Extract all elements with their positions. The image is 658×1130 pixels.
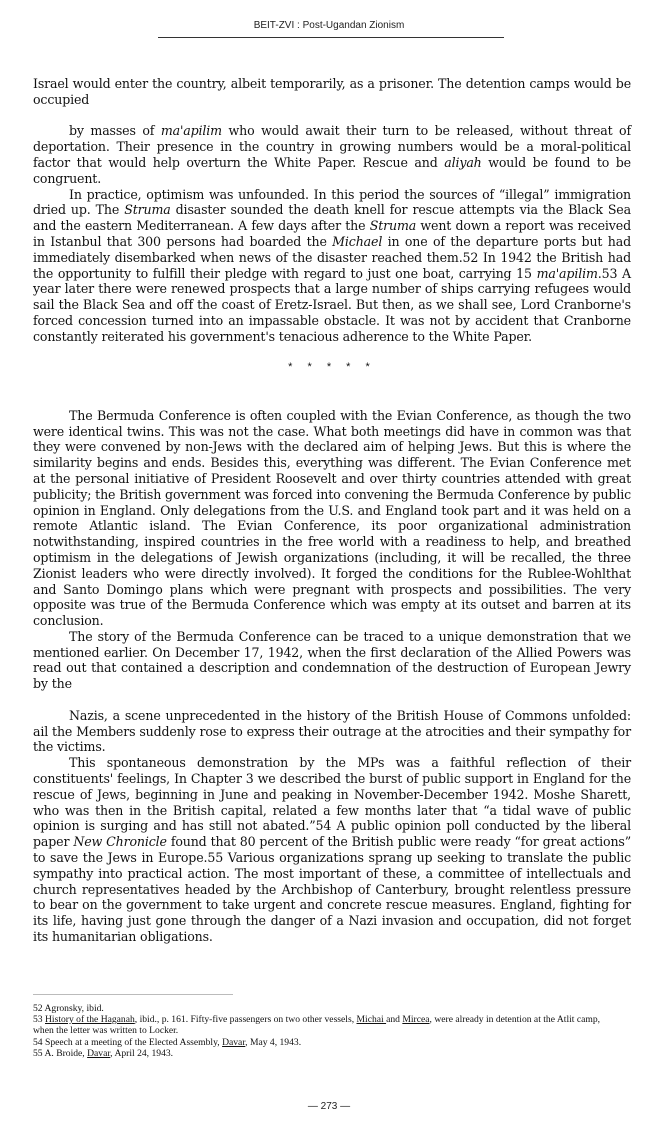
footnotes bbox=[33, 1003, 613, 1059]
text-run: This spontaneous demonstration by the MPs was a faithful reflection of their constituents' feelings, In Chapter 3 we described the burst of public support in England for the rescue of Jews, beginning in June and peaking in November-December 1942. Moshe Sharett, who was then in the British capital, related a few months later that “a tidal wave of public opinion is surging and has still not abated.”54 A public opinion poll conducted by the liberal paper bbox=[33, 755, 631, 850]
body-text bbox=[33, 76, 631, 945]
footnote-number: 53 bbox=[33, 1014, 45, 1026]
text-run: , were already in detention at the Atlit camp, when the letter was written to Locker. bbox=[33, 1014, 601, 1037]
source-title: Davar bbox=[222, 1036, 246, 1048]
spacer bbox=[33, 692, 631, 708]
text-run: , May 4, 1943. bbox=[245, 1036, 302, 1048]
section-separator: * * * * * bbox=[288, 361, 376, 374]
source-title: Davar bbox=[87, 1047, 111, 1059]
paragraph: The Bermuda Conference is often coupled with the Evian Conference, as though the two were identical twins. This was not the case. What both meetings did have in common was that they were convened by non-Jews with the declared aim of helping Jews. But this is where the similarity begins and ends. Besides this, everything was different. The Evian Conference met at the personal initiative of President Roosevelt and over thirty countries attended with great publicity; the British government was forced into convening the Bermuda Conference by public opinion in England. Only delegations from the U.S. and England took part and it was held on a remote Atlantic island. The Evian Conference, its poor organizational administration notwithstanding, inspired countries in the free world with a readiness to help, and breathed optimism in the delegations of Jewish organizations (including, it will be recalled, the three Zionist leaders who were directly involved). It forged the conditions for the Rublee-Wohlthat and Santo Domingo plans which were pregnant with prospects and possibilities. The very opposite was true of the Bermuda Conference which was empty at its outset and barren at its conclusion. bbox=[33, 407, 631, 629]
text-run: In practice, optimism was unfounded. In this period the sources of “illegal” immigration dried up. The bbox=[33, 186, 631, 218]
text-run: disaster sounded the death knell for rescue attempts via the Black Sea and the eastern Mediterranean. A few days after the bbox=[33, 202, 631, 234]
text-run: who would await their turn to be released, without threat of deportation. Their presence in the country in growing numbers would be a moral-political factor that would help overturn the White Paper. Rescue and bbox=[33, 123, 631, 170]
spacer bbox=[33, 376, 631, 392]
text-run: 54 Speech at a meeting of the Elected Assembly, bbox=[33, 1036, 223, 1048]
footnote-54 bbox=[33, 1037, 613, 1048]
text-run: found that 80 percent of the British public were ready “for great actions” to save the Jews in Europe.55 Various organizations sprang up seeking to translate the public sympathy into practical action. The most important of these, a committee of intellectuals and church representatives headed by the Archbishop of Canterbury, brought relentless pressure to bear on the government to take urgent and concrete rescue measures. England, fighting for its life, having just gone through the danger of a Nazi invasion and occupation, did not forget its humanitarian obligations. bbox=[33, 834, 632, 945]
italic-ship-name: Struma bbox=[124, 202, 171, 218]
paragraph: Nazis, a scene unprecedented in the history of the British House of Commons unfolded: ail the Members suddenly rose to express their outrage at the atrocities and their sympathy for the victims. bbox=[33, 707, 631, 755]
italic-ship-name: Michael bbox=[332, 233, 383, 249]
paragraph: The story of the Bermuda Conference can be traced to a unique demonstration that we mentioned earlier. On December 17, 1942, when the first declaration of the Allied Powers was read out that contained a description and condemnation of the destruction of European Jewry by the bbox=[33, 628, 631, 692]
footnote-55 bbox=[33, 1048, 613, 1059]
spacer bbox=[33, 392, 631, 408]
italic-ship-name: Struma bbox=[369, 218, 417, 234]
text-run: .53 A year later there were renewed prospects that a large number of ships carrying refugees would sail the Black Sea and off the coast of Eretz-Israel. But then, as we shall see, Lord Cranborne's forced concession turned into an impassable obstacle. It was not by accident that Cranborne constantly reiterated his government's tenacious adherence to the White Paper. bbox=[33, 265, 631, 344]
spacer bbox=[33, 345, 631, 361]
text-run: and bbox=[386, 1014, 403, 1026]
paragraph bbox=[33, 187, 631, 345]
footnote-52: 52 Agronsky, ibid. bbox=[33, 1003, 104, 1014]
page-number: — 273 — bbox=[307, 1101, 351, 1112]
paragraph bbox=[33, 123, 631, 186]
footnote-divider bbox=[33, 994, 233, 995]
text-run: , April 24, 1943. bbox=[110, 1047, 174, 1059]
text-run: 55 A. Broide, bbox=[33, 1047, 88, 1059]
footnote-53 bbox=[33, 1014, 613, 1036]
text-run: would be found to be congruent. bbox=[33, 154, 631, 186]
source-title: History of the Haganah bbox=[45, 1014, 135, 1026]
text-run: in one of the departure ports but had immediately disembarked when news of the disaster reached them.52 In 1942 the British had the opportunity to fulfill their pledge with regard to just one boat, carrying 15 bbox=[33, 233, 631, 281]
paragraph bbox=[33, 755, 631, 945]
ship-name: Michai bbox=[356, 1014, 387, 1026]
text-run: went down a report was received in Istanbul that 300 persons had boarded the bbox=[33, 218, 631, 249]
text-run: , ibid., p. 161. Fifty-five passengers on two other vessels, bbox=[134, 1014, 357, 1026]
running-header: BEIT-ZVI : Post-Ugandan Zionism bbox=[253, 20, 405, 31]
italic-term: aliyah bbox=[444, 154, 482, 170]
text-run: by masses of bbox=[69, 123, 161, 139]
paragraph-continuation: Israel would enter the country, albeit temporarily, as a prisoner. The detention camps would be occupied bbox=[33, 76, 631, 107]
italic-term: ma'apilim bbox=[160, 123, 222, 139]
italic-newspaper-name: New Chronicle bbox=[73, 834, 167, 850]
spacer bbox=[33, 108, 631, 124]
ship-name: Mircea bbox=[402, 1014, 430, 1026]
header-divider bbox=[158, 37, 504, 38]
italic-term: ma'apilim bbox=[536, 265, 598, 281]
